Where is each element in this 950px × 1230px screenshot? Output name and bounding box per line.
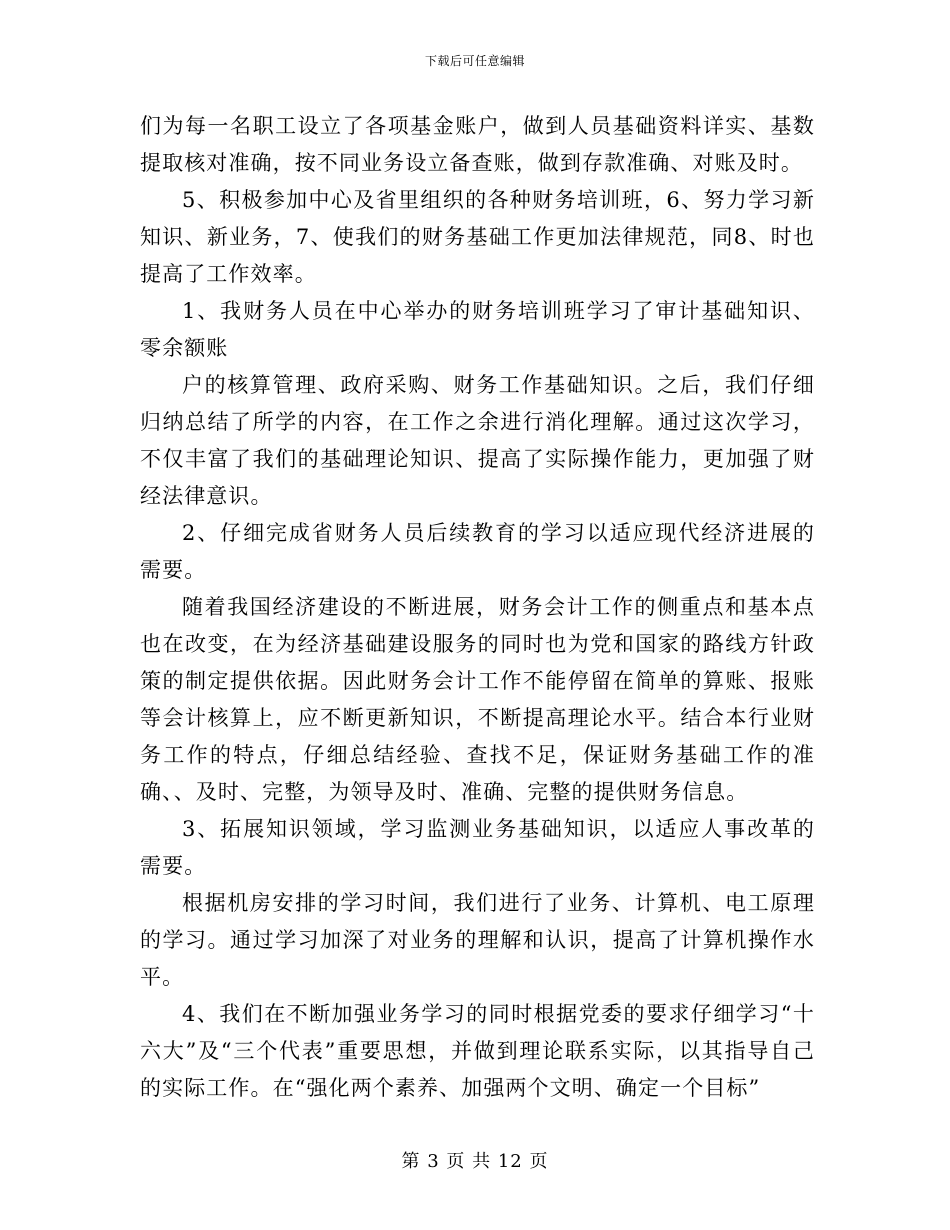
header-note: 下载后可任意编辑 [424, 54, 525, 68]
paragraph-item-1-continued: 户的核算管理、政府采购、财务工作基础知识。之后，我们仔细归纳总结了所学的内容，在工作之余进行消化理解。通过这次学习，不仅丰富了我们的基础理论知识、提高了实际操作能力，更加强了财经法律意识。 [140, 373, 815, 508]
paragraph-item-1: 1、我财务人员在中心举办的财务培训班学习了审计基础知识、零余额账 [140, 299, 815, 360]
paragraph-item-2: 2、仔细完成省财务人员后续教育的学习以适应现代经济进展的需要。 [140, 521, 815, 582]
paragraph-item-5: 5、积极参加中心及省里组织的各种财务培训班，6、努力学习新知识、新业务，7、使我们的财务基础工作更加法律规范，同8、时也提高了工作效率。 [140, 188, 815, 286]
paragraph-continuation: 们为每一名职工设立了各项基金账户，做到人员基础资料详实、基数提取核对准确，按不同业务设立备查账，做到存款准确、对账及时。 [140, 114, 815, 175]
page-footer: 第 3 页 共 12 页 [401, 1151, 549, 1172]
paragraph-item-3-detail: 根据机房安排的学习时间，我们进行了业务、计算机、电工原理的学习。通过学习加深了对业务的理解和认识，提高了计算机操作水平。 [140, 891, 815, 989]
document-body [140, 108, 815, 1107]
paragraph-item-4: 4、我们在不断加强业务学习的同时根据党委的要求仔细学习“十六大”及“三个代表”重要思想，并做到理论联系实际，以其指导自己的实际工作。在“强化两个素养、加强两个文明、确定一个目标” [140, 1002, 815, 1100]
paragraph-item-2-detail: 随着我国经济建设的不断进展，财务会计工作的侧重点和基本点也在改变，在为经济基础建设服务的同时也为党和国家的路线方针政策的制定提供依据。因此财务会计工作不能停留在简单的算账、报账等会计核算上，应不断更新知识，不断提高理论水平。结合本行业财务工作的特点，仔细总结经验、查找不足，保证财务基础工作的准确、、及时、完整，为领导及时、准确、完整的提供财务信息。 [140, 595, 815, 804]
paragraph-item-3: 3、拓展知识领域，学习监测业务基础知识，以适应人事改革的需要。 [140, 817, 815, 878]
